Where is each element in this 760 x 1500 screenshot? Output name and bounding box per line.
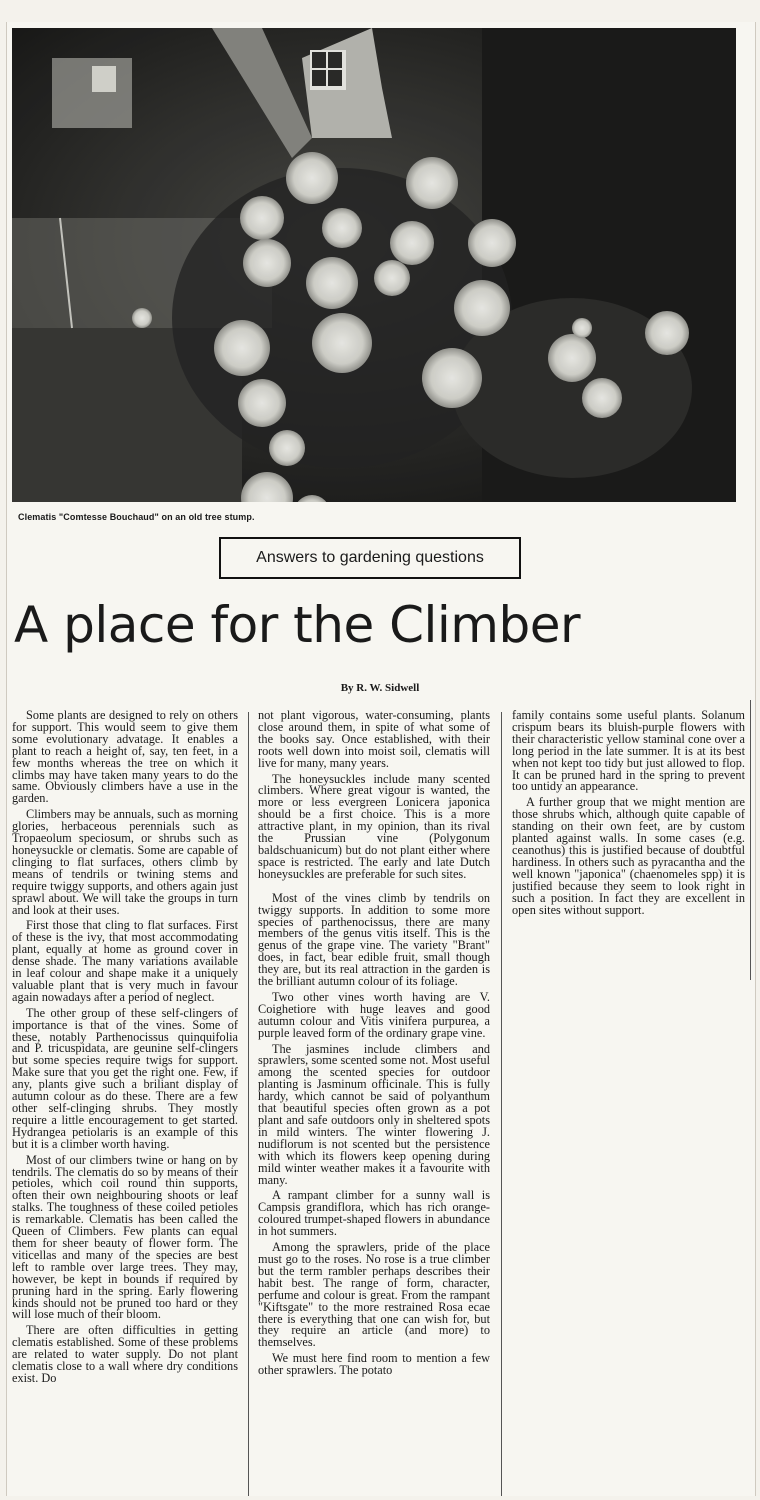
paragraph: family contains some useful plants. Solanum crispum bears its bluish-purple flowers with their characteristic yellow staminal cone over a long period in the late summer. It is at its best when not kept too tidy but just allowed to flop. It can be pruned hard in the spring to prevent too untidy an appearance.	[512, 710, 745, 794]
photo-caption: Clematis "Comtesse Bouchaud" on an old tree stump.	[18, 512, 255, 522]
article-column-2	[258, 710, 490, 1496]
paragraph: Climbers may be annuals, such as morning glories, herbaceous perennials such as Tropaeolum speciosum, or shrubs such as honeysuckle or clematis. Some are capable of clinging to flat surfaces, others climb by means of tendrils or twining stems and require twiggy supports, and others again just sprawl about. We will take the groups in turn and look at their uses.	[12, 807, 238, 917]
paragraph: Two other vines worth having are V. Coighetiore with huge leaves and good autumn colour and Vitis vinifera purpurea, a purple leaved form of the ordinary grape vine.	[258, 989, 490, 1040]
paragraph: Some plants are designed to rely on others for support. This would seem to give them some evolutionary advatage. It enables a plant to reach a height of, say, ten feet, in a few months whereas the tree on which it climbs may have taken many years to do the same. Obviously climbers have a use in the garden.	[12, 710, 238, 806]
paragraph: The honeysuckles include many scented climbers. Where great vigour is wanted, the more or less evergreen Lonicera japonica should be a first choice. This is a more attractive plant, in my opinion, than its rival the Prussian vine (Polygonum baldschuanicum) but do not plant either where space is restricted. The early and late Dutch honeysuckles are preferable for such sites.	[258, 771, 490, 881]
paragraph: We must here find room to mention a few other sprawlers. The potato	[258, 1351, 490, 1378]
column-divider	[248, 712, 249, 1496]
paragraph: Among the sprawlers, pride of the place must go to the roses. No rose is a true climber but the term rambler perhaps describes their habit best. The range of form, character, perfume and colour is great. From the rampant "Kiftsgate" to the more restrained Rosa ecae there is everything that one can wish for, but they require an article (and more) to themselves.	[258, 1240, 490, 1350]
paragraph: Most of the vines climb by tendrils on twiggy supports. In addition to some more species of parthenocissus, there are many members of the genus vitis itself. This is the genus of the grape vine. The variety "Brant" does, in fact, bear edible fruit, small though they are, but its real attraction in the garden is the brilliant autumn colour of its foliage.	[258, 890, 490, 989]
paragraph: A further group that we might mention are those shrubs which, although quite capable of standing on their own feet, are by custom planted against walls. In some cases (e.g. ceanothus) this is justified because of doubtful hardiness. In others such as pyracantha and the well known "japonica" (chaenomeles spp) it is justified because they seem to look right in such a position. In fact they are excellent in open sites without support.	[512, 795, 745, 917]
paragraph: Most of our climbers twine or hang on by tendrils. The clematis do so by means of their petioles, which coil round thin supports, often their own neighbouring shoots or leaf stalks. The toughness of these coiled petioles is remarkable. Clematis has been called the Queen of Climbers. Few plants can equal them for sheer beauty of flower form. The viticellas and many of the species are best left to ramble over large trees. They may, however, be kept in bounds if required by pruning hard in the spring. Early flowering kinds should not be pruned too hard or they will lose much of their bloom.	[12, 1152, 238, 1322]
headline: A place for the Climber	[14, 596, 581, 654]
paragraph: First those that cling to flat surfaces. First of these is the ivy, that most accommodating plant, equally at home as ground cover in dense shade. The many variations available in leaf colour and shape make it a uniquely valuable plant that is very much in favour again nowadays after a period of neglect.	[12, 918, 238, 1004]
column-divider	[501, 712, 502, 1496]
paragraph: A rampant climber for a sunny wall is Campsis grandiflora, which has rich orange-coloured trumpet-shaped flowers in abundance in hot summers.	[258, 1188, 490, 1239]
paragraph: The other group of these self-clingers of importance is that of the vines. Some of these, notably Parthenocissus quinquifolia and P. tricuspidata, are geunine self-clingers but some species require twigs for support. Make sure that you get the right one. Few, if any, plants give such a briliant display of autumn colour as do these. There are a few other self-clinging shrubs. They mostly require a little encouragement to get started. Hydrangea petiolaris is an example of this but it is a climber worth having.	[12, 1005, 238, 1151]
clematis-photo-graphic	[12, 28, 736, 502]
clematis-photo	[12, 28, 736, 502]
paragraph: The jasmines include climbers and sprawlers, some scented some not. Most useful among the scented species for outdoor planting is Jasminum officinale. This is fully hardy, which cannot be said of polyanthum that beautiful species often grown as a pot plant and safe outdoors only in sheltered spots in mild winters. The winter flowering J. nudiflorum is not scented but the persistence with which its flowers keep opening during mild winter weather makes it a favourite with many.	[258, 1041, 490, 1187]
paragraph: not plant vigorous, water-consuming, plants close around them, in spite of what some of the books say. Once established, with their roots well down into moist soil, clematis will live for many, many years.	[258, 710, 490, 770]
paragraph: There are often difficulties in getting clematis established. Some of these problems are related to water supply. Do not plant clematis close to a wall where dry conditions exist. Do	[12, 1323, 238, 1385]
article-column-3	[512, 710, 745, 980]
section-kicker-label: Answers to gardening questions	[256, 549, 484, 566]
column-divider	[750, 700, 751, 980]
byline: By R. W. Sidwell	[340, 682, 420, 694]
article-column-1	[12, 710, 238, 1496]
section-kicker	[219, 537, 521, 579]
